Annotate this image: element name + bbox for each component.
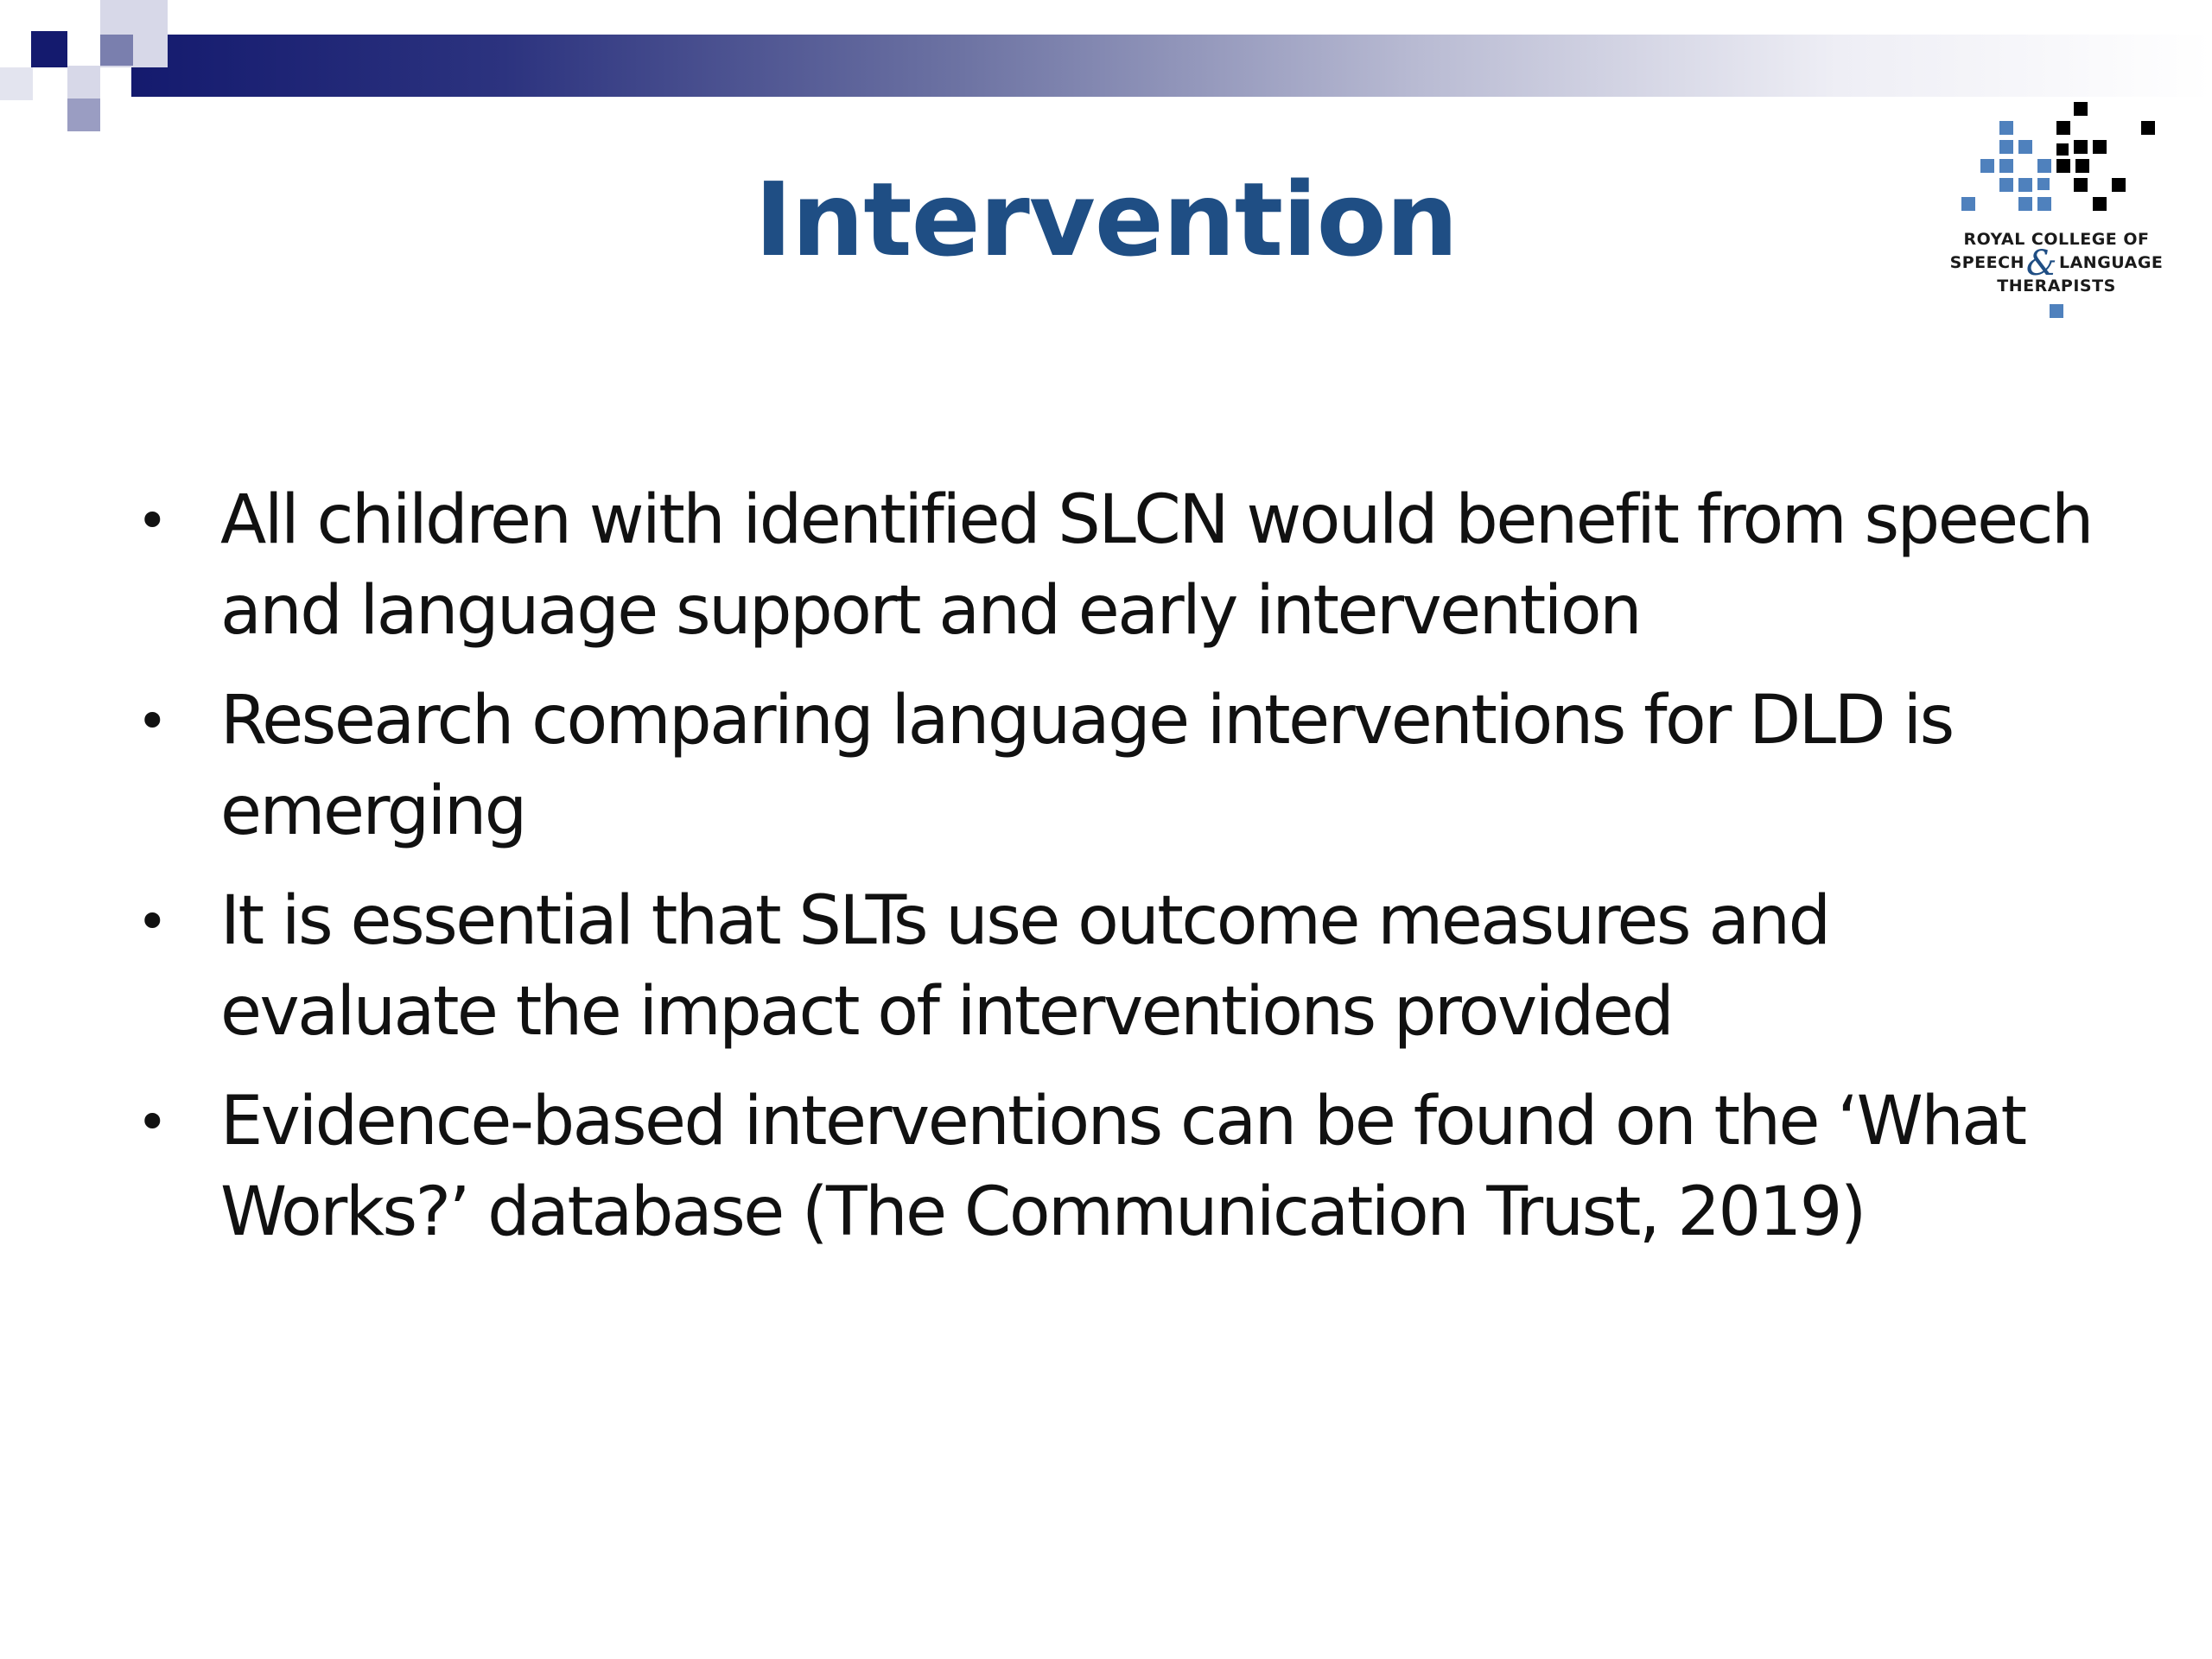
bullet-text: All children with identified SLCN would benefit from speech and language support and early intervention bbox=[220, 481, 2092, 650]
logo-bottom-square bbox=[2050, 304, 2063, 318]
bullet-text: It is essential that SLTs use outcome measures and evaluate the impact of interventions provided bbox=[220, 882, 1829, 1051]
bullet-item bbox=[130, 676, 2117, 857]
bullet-item bbox=[130, 876, 2117, 1058]
bullet-list bbox=[130, 475, 2117, 1277]
bullet-icon: • bbox=[137, 690, 167, 753]
bullet-text: Research comparing language interventions for DLD is emerging bbox=[220, 682, 1953, 850]
slide-title: Intervention bbox=[754, 160, 1458, 279]
logo-squares-icon bbox=[1936, 97, 2177, 226]
logo-line-1: ROYAL COLLEGE OF bbox=[1963, 230, 2150, 249]
logo-text bbox=[1936, 228, 2177, 298]
logo-ampersand: & bbox=[2025, 243, 2058, 283]
logo-line-3: THERAPISTS bbox=[1997, 276, 2116, 296]
header-gradient-band bbox=[130, 35, 2212, 97]
corner-squares-decoration bbox=[0, 0, 173, 138]
rcslt-logo bbox=[1936, 97, 2177, 321]
bullet-text: Evidence-based interventions can be found on the ‘What Works?’ database (The Communication Trust, 2019) bbox=[220, 1083, 2025, 1251]
bullet-icon: • bbox=[137, 890, 167, 953]
bullet-item bbox=[130, 1077, 2117, 1258]
logo-line-2: SPEECH& LANGUAGE bbox=[1949, 243, 2164, 283]
bullet-item bbox=[130, 475, 2117, 657]
bullet-icon: • bbox=[137, 489, 167, 552]
bullet-icon: • bbox=[137, 1090, 167, 1154]
